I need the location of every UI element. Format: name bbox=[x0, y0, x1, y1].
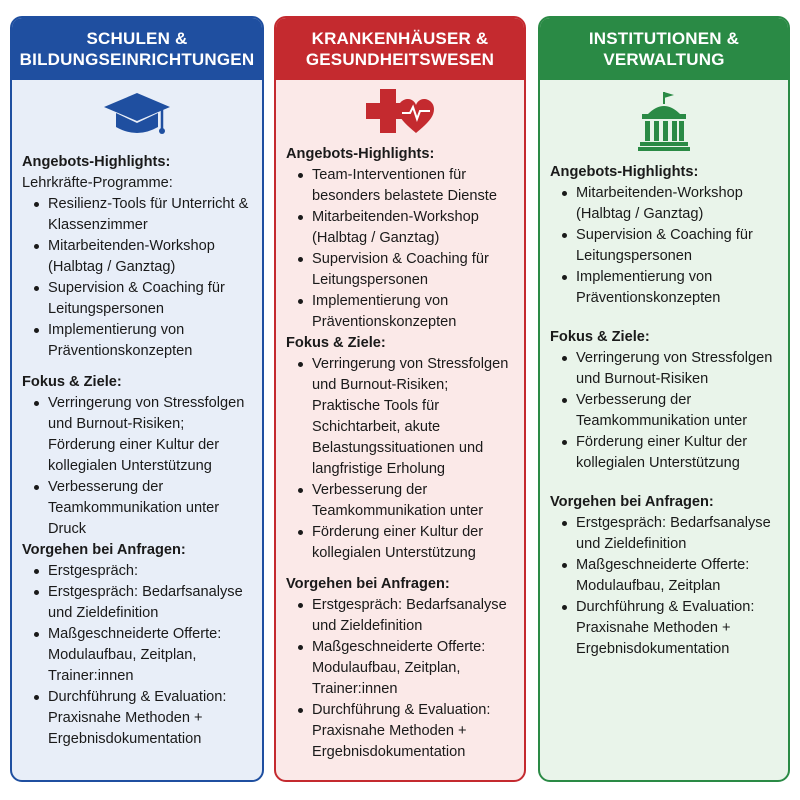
highlights-list bbox=[550, 183, 780, 309]
list-item: Maßgeschneiderte Offerte: Modulaufbau, Zeitplan, Trainer:innen bbox=[48, 624, 254, 687]
column-schools bbox=[10, 16, 264, 782]
column-hospitals bbox=[274, 16, 526, 782]
focus-list bbox=[286, 354, 516, 564]
process-heading: Vorgehen bei Anfragen: bbox=[22, 542, 186, 558]
list-item: Erstgespräch: Bedarfsanalyse und Zieldefinition bbox=[576, 513, 780, 555]
column-title-line1: INSTITUTIONEN & bbox=[588, 29, 740, 48]
list-item: Förderung einer Kultur der kollegialen Unterstützung bbox=[312, 522, 516, 564]
list-item: Verbesserung der Teamkommunikation unter Druck bbox=[48, 477, 254, 540]
focus-heading: Fokus & Ziele: bbox=[550, 329, 650, 345]
column-title-line2: BILDUNGSEINRICHTUNGEN bbox=[19, 50, 255, 69]
list-item: Team-Interventionen für besonders belastete Dienste bbox=[312, 165, 516, 207]
list-item: Mitarbeitenden-Workshop (Halbtag / Ganztag) bbox=[48, 236, 254, 278]
focus-heading: Fokus & Ziele: bbox=[22, 374, 122, 390]
column-title-line1: SCHULEN & bbox=[86, 29, 188, 48]
medical-cross-heart-icon bbox=[364, 87, 436, 137]
process-list bbox=[550, 513, 780, 660]
column-title-line2: VERWALTUNG bbox=[603, 50, 725, 69]
column-title-line1: KRANKENHÄUSER & bbox=[311, 29, 489, 48]
list-item: Supervision & Coaching für Leitungspersonen bbox=[576, 225, 780, 267]
highlights-heading: Angebots-Highlights: bbox=[550, 164, 699, 180]
graduation-cap-icon bbox=[102, 89, 172, 143]
highlights-heading: Angebots-Highlights: bbox=[286, 146, 435, 162]
list-item: Supervision & Coaching für Leitungspersonen bbox=[48, 278, 254, 320]
list-item: Verbesserung der Teamkommunikation unter bbox=[312, 480, 516, 522]
focus-list bbox=[550, 348, 780, 474]
focus-list bbox=[22, 393, 254, 540]
column-title-line2: GESUNDHEITSWESEN bbox=[305, 50, 495, 69]
column-header bbox=[540, 18, 788, 80]
list-item: Förderung einer Kultur der kollegialen Unterstützung bbox=[576, 432, 780, 474]
column-institutions bbox=[538, 16, 790, 782]
list-item: Durchführung & Evaluation: Praxisnahe Methoden + Ergebnisdokumentation bbox=[576, 597, 780, 660]
highlights-intro: Lehrkräfte-Programme: bbox=[22, 175, 173, 191]
column-header bbox=[12, 18, 262, 80]
list-item: Durchführung & Evaluation: Praxisnahe Methoden + Ergebnisdokumentation bbox=[312, 700, 516, 763]
list-item: Erstgespräch: Bedarfsanalyse und Zieldefinition bbox=[48, 582, 254, 624]
list-item: Maßgeschneiderte Offerte: Modulaufbau, Zeitplan bbox=[576, 555, 780, 597]
list-item: Supervision & Coaching für Leitungspersonen bbox=[312, 249, 516, 291]
column-header bbox=[276, 18, 524, 80]
list-item: Durchführung & Evaluation: Praxisnahe Methoden + Ergebnisdokumentation bbox=[48, 687, 254, 750]
process-list bbox=[286, 595, 516, 763]
list-item: Erstgespräch: bbox=[48, 561, 254, 582]
list-item: Maßgeschneiderte Offerte: Modulaufbau, Zeitplan, Trainer:innen bbox=[312, 637, 516, 700]
list-item: Verringerung von Stressfolgen und Burnout-Risiken bbox=[576, 348, 780, 390]
government-building-icon bbox=[636, 90, 692, 152]
process-heading: Vorgehen bei Anfragen: bbox=[550, 494, 714, 510]
list-item: Verringerung von Stressfolgen und Burnout-Risiken; Praktische Tools für Schichtarbeit, akute Belastungssituationen und langfristige Erholung bbox=[312, 354, 516, 480]
highlights-heading: Angebots-Highlights: bbox=[22, 154, 171, 170]
process-heading: Vorgehen bei Anfragen: bbox=[286, 576, 450, 592]
list-item: Mitarbeitenden-Workshop (Halbtag / Ganztag) bbox=[312, 207, 516, 249]
list-item: Verringerung von Stressfolgen und Burnout-Risiken; Förderung einer Kultur der kollegialen Unterstützung bbox=[48, 393, 254, 477]
list-item: Implementierung von Präventionskonzepten bbox=[48, 320, 254, 362]
list-item: Resilienz-Tools für Unterricht & Klassenzimmer bbox=[48, 194, 254, 236]
process-list bbox=[22, 561, 254, 750]
list-item: Verbesserung der Teamkommunikation unter bbox=[576, 390, 780, 432]
list-item: Mitarbeitenden-Workshop (Halbtag / Ganztag) bbox=[576, 183, 780, 225]
list-item: Implementierung von Präventionskonzepten bbox=[576, 267, 780, 309]
highlights-list bbox=[22, 194, 254, 362]
highlights-list bbox=[286, 165, 516, 333]
list-item: Erstgespräch: Bedarfsanalyse und Zieldefinition bbox=[312, 595, 516, 637]
list-item: Implementierung von Präventionskonzepten bbox=[312, 291, 516, 333]
focus-heading: Fokus & Ziele: bbox=[286, 335, 386, 351]
